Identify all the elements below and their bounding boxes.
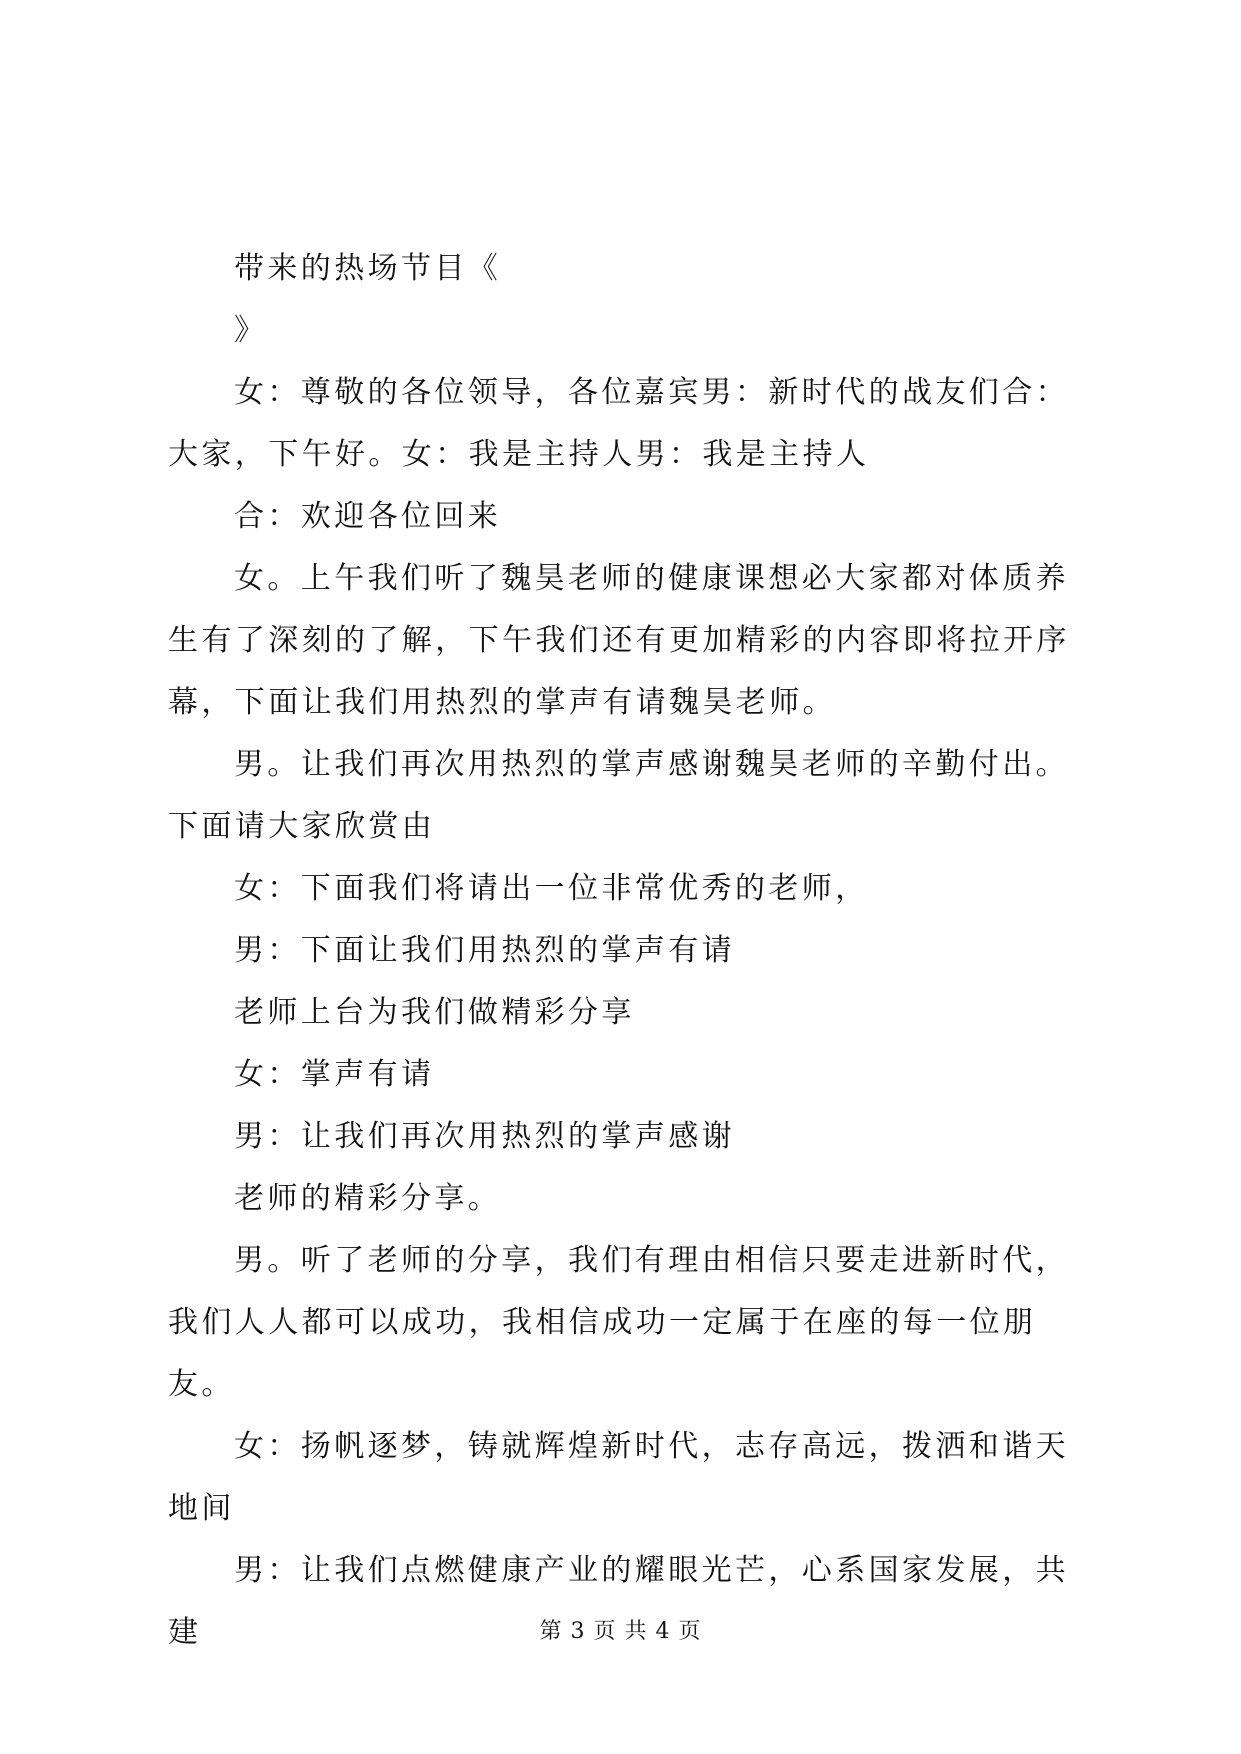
paragraph: 男。让我们再次用热烈的掌声感谢魏昊老师的辛勤付出。下面请大家欣赏由 [168,747,1069,844]
paragraph: 女：尊敬的各位领导，各位嘉宾男：新时代的战友们合：大家，下午好。女：我是主持人男：我是主持人 [168,375,1069,472]
page-footer: 第 3 页 共 4 页 [539,1619,702,1644]
document-body [168,238,1083,1664]
paragraph: 》 [234,313,268,348]
paragraph: 女：掌声有请 [234,1057,435,1092]
paragraph: 女：扬帆逐梦，铸就辉煌新时代，志存高远，拨洒和谐天地间 [168,1429,1069,1526]
paragraph: 男：让我们点燃健康产业的耀眼光芒，心系国家发展，共建 [168,1553,1069,1650]
paragraph: 男：下面让我们用热烈的掌声有请 [234,933,735,968]
paragraph: 老师的精彩分享。 [234,1181,502,1216]
paragraph: 合：欢迎各位回来 [234,499,502,534]
paragraph: 老师上台为我们做精彩分享 [234,995,635,1030]
paragraph: 女：下面我们将请出一位非常优秀的老师， [234,871,869,906]
paragraph: 带来的热场节目《 [234,251,502,286]
paragraph: 女。上午我们听了魏昊老师的健康课想必大家都对体质养生有了深刻的了解，下午我们还有更加精彩的内容即将拉开序幕，下面让我们用热烈的掌声有请魏昊老师。 [168,561,1070,720]
paragraph: 男：让我们再次用热烈的掌声感谢 [234,1119,735,1154]
paragraph: 男。听了老师的分享，我们有理由相信只要走进新时代，我们人人都可以成功，我相信成功一定属于在座的每一位朋友。 [168,1243,1069,1402]
